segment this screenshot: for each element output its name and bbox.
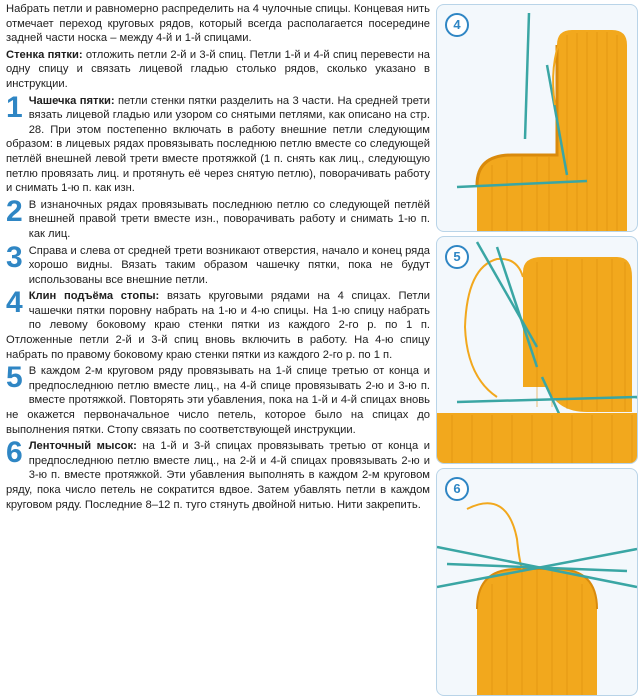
step-3 — [6, 240, 430, 288]
figure-badge: 6 — [445, 477, 469, 501]
intro-paragraph: Набрать петли и равномерно распределить на 4 чулочные спицы. Концевая нить отмечает переход круговых рядов, который всегда располагается посередине задней части носка – между 4-й и 1-й спицами. — [6, 3, 430, 45]
figure-5-panel — [436, 236, 638, 464]
step-5 — [6, 361, 430, 437]
step-text: на 1-й и 3-й спицах провязывать третью от конца и предпоследнюю петлю вместе лиц., на 2-й и 4-й спицах провязывать 2-ю и 3-ю п. вместе протяжкой. Эти убавления выполнять в каждом 2-м круговом ряду, пока число петель не сократится вдвое. Затем убавлять петли в каждом круговом ряду. Последние 8–12 п. туго стянуть двойной нитью. Нити закрепить. — [6, 440, 431, 511]
step-2 — [6, 194, 430, 242]
step-heading: Клин подъёма стопы: — [28, 290, 160, 303]
step-text: Справа и слева от средней трети возникают отверстия, начало и конец ряда хорошо видны. Вязать таким образом чашечку пятки, пока не будут использованы все внешние петли. — [28, 244, 430, 286]
step-heading: Ленточный мысок: — [28, 440, 137, 453]
figure-6-panel — [436, 468, 638, 696]
heel-wall-paragraph — [6, 48, 430, 92]
step-number: 2 — [6, 194, 23, 228]
step-number: 4 — [6, 286, 23, 320]
needle — [525, 13, 529, 139]
step-1 — [6, 90, 430, 196]
step-text: петли стенки пятки разделить на 3 части. На средней трети вязать лицевой гладью или узором со снятыми петлями, как описано на стр. 28. При этом постепенно включать в работу внешние петли следующим образом: в лицевых рядах провязывать последнюю петлю вместе со следующей петлёй внешней левой трети вместе протяжкой (1 п. снять как лиц., следующую петлю провязать лиц. и протянуть её через снятую петлю), поворачивать работу и снимать 1-ю п. как изн. — [6, 94, 430, 195]
heel-wall-heading: Стенка пятки: — [6, 48, 83, 61]
step-text: В изнаночных рядах провязывать последнюю петлю со следующей петлёй внешней правой трети вместе изн., поворачивать работу и снимать 1-ю п. как лиц. — [28, 198, 430, 240]
heel-wall-illustration — [437, 5, 637, 231]
heel-cup-illustration — [437, 237, 637, 463]
sock-body — [523, 257, 632, 412]
step-number: 3 — [6, 240, 23, 274]
step-number: 6 — [6, 436, 23, 470]
heel-wall-text: отложить петли 2-й и 3-й спиц. Петли 1-й и 4-й спиц перевести на одну спицу и связать лицевой гладью столько рядов, сколько указано в инструкции. — [6, 48, 430, 90]
sock-body — [477, 30, 627, 231]
step-4 — [6, 286, 430, 362]
step-heading: Чашечка пятки: — [28, 94, 115, 107]
instructions-column — [6, 2, 430, 512]
figure-badge: 5 — [445, 245, 469, 269]
step-number: 5 — [6, 361, 23, 395]
step-text: вязать круговыми рядами на 4 спицах. Петли чашечки пятки поровну набрать на 1-ю и 4-ю спицы. На 1-ю спицу набрать по левому боковому краю стенки пятки из каждого 2-го р. по 1 п. Отложенные петли 2-й и 3-й спиц вновь включить в работу. На 4-ю спицу набрать по правому боковому краю стенки пятки из каждого 2-го р. по 1 п. — [6, 290, 430, 361]
step-number: 1 — [6, 90, 23, 124]
yarn-strand — [465, 259, 523, 397]
figure-4-panel — [436, 4, 638, 232]
step-text: В каждом 2-м круговом ряду провязывать на 1-й спице третью от конца и предпоследнюю петлю вместе лиц., на 4-й спице провязывать 2-ю и 3-ю п. вместе протяжкой. Повторять эти убавления, пока на 1-й и 4-й спицах вновь не окажется первоначальное число петель, которое было на спицах до выполнения пятки. Стопу связать по соответствующей инструкции. — [6, 365, 430, 436]
band-toe-illustration — [437, 469, 637, 695]
step-6 — [6, 436, 431, 512]
figure-badge: 4 — [445, 13, 469, 37]
